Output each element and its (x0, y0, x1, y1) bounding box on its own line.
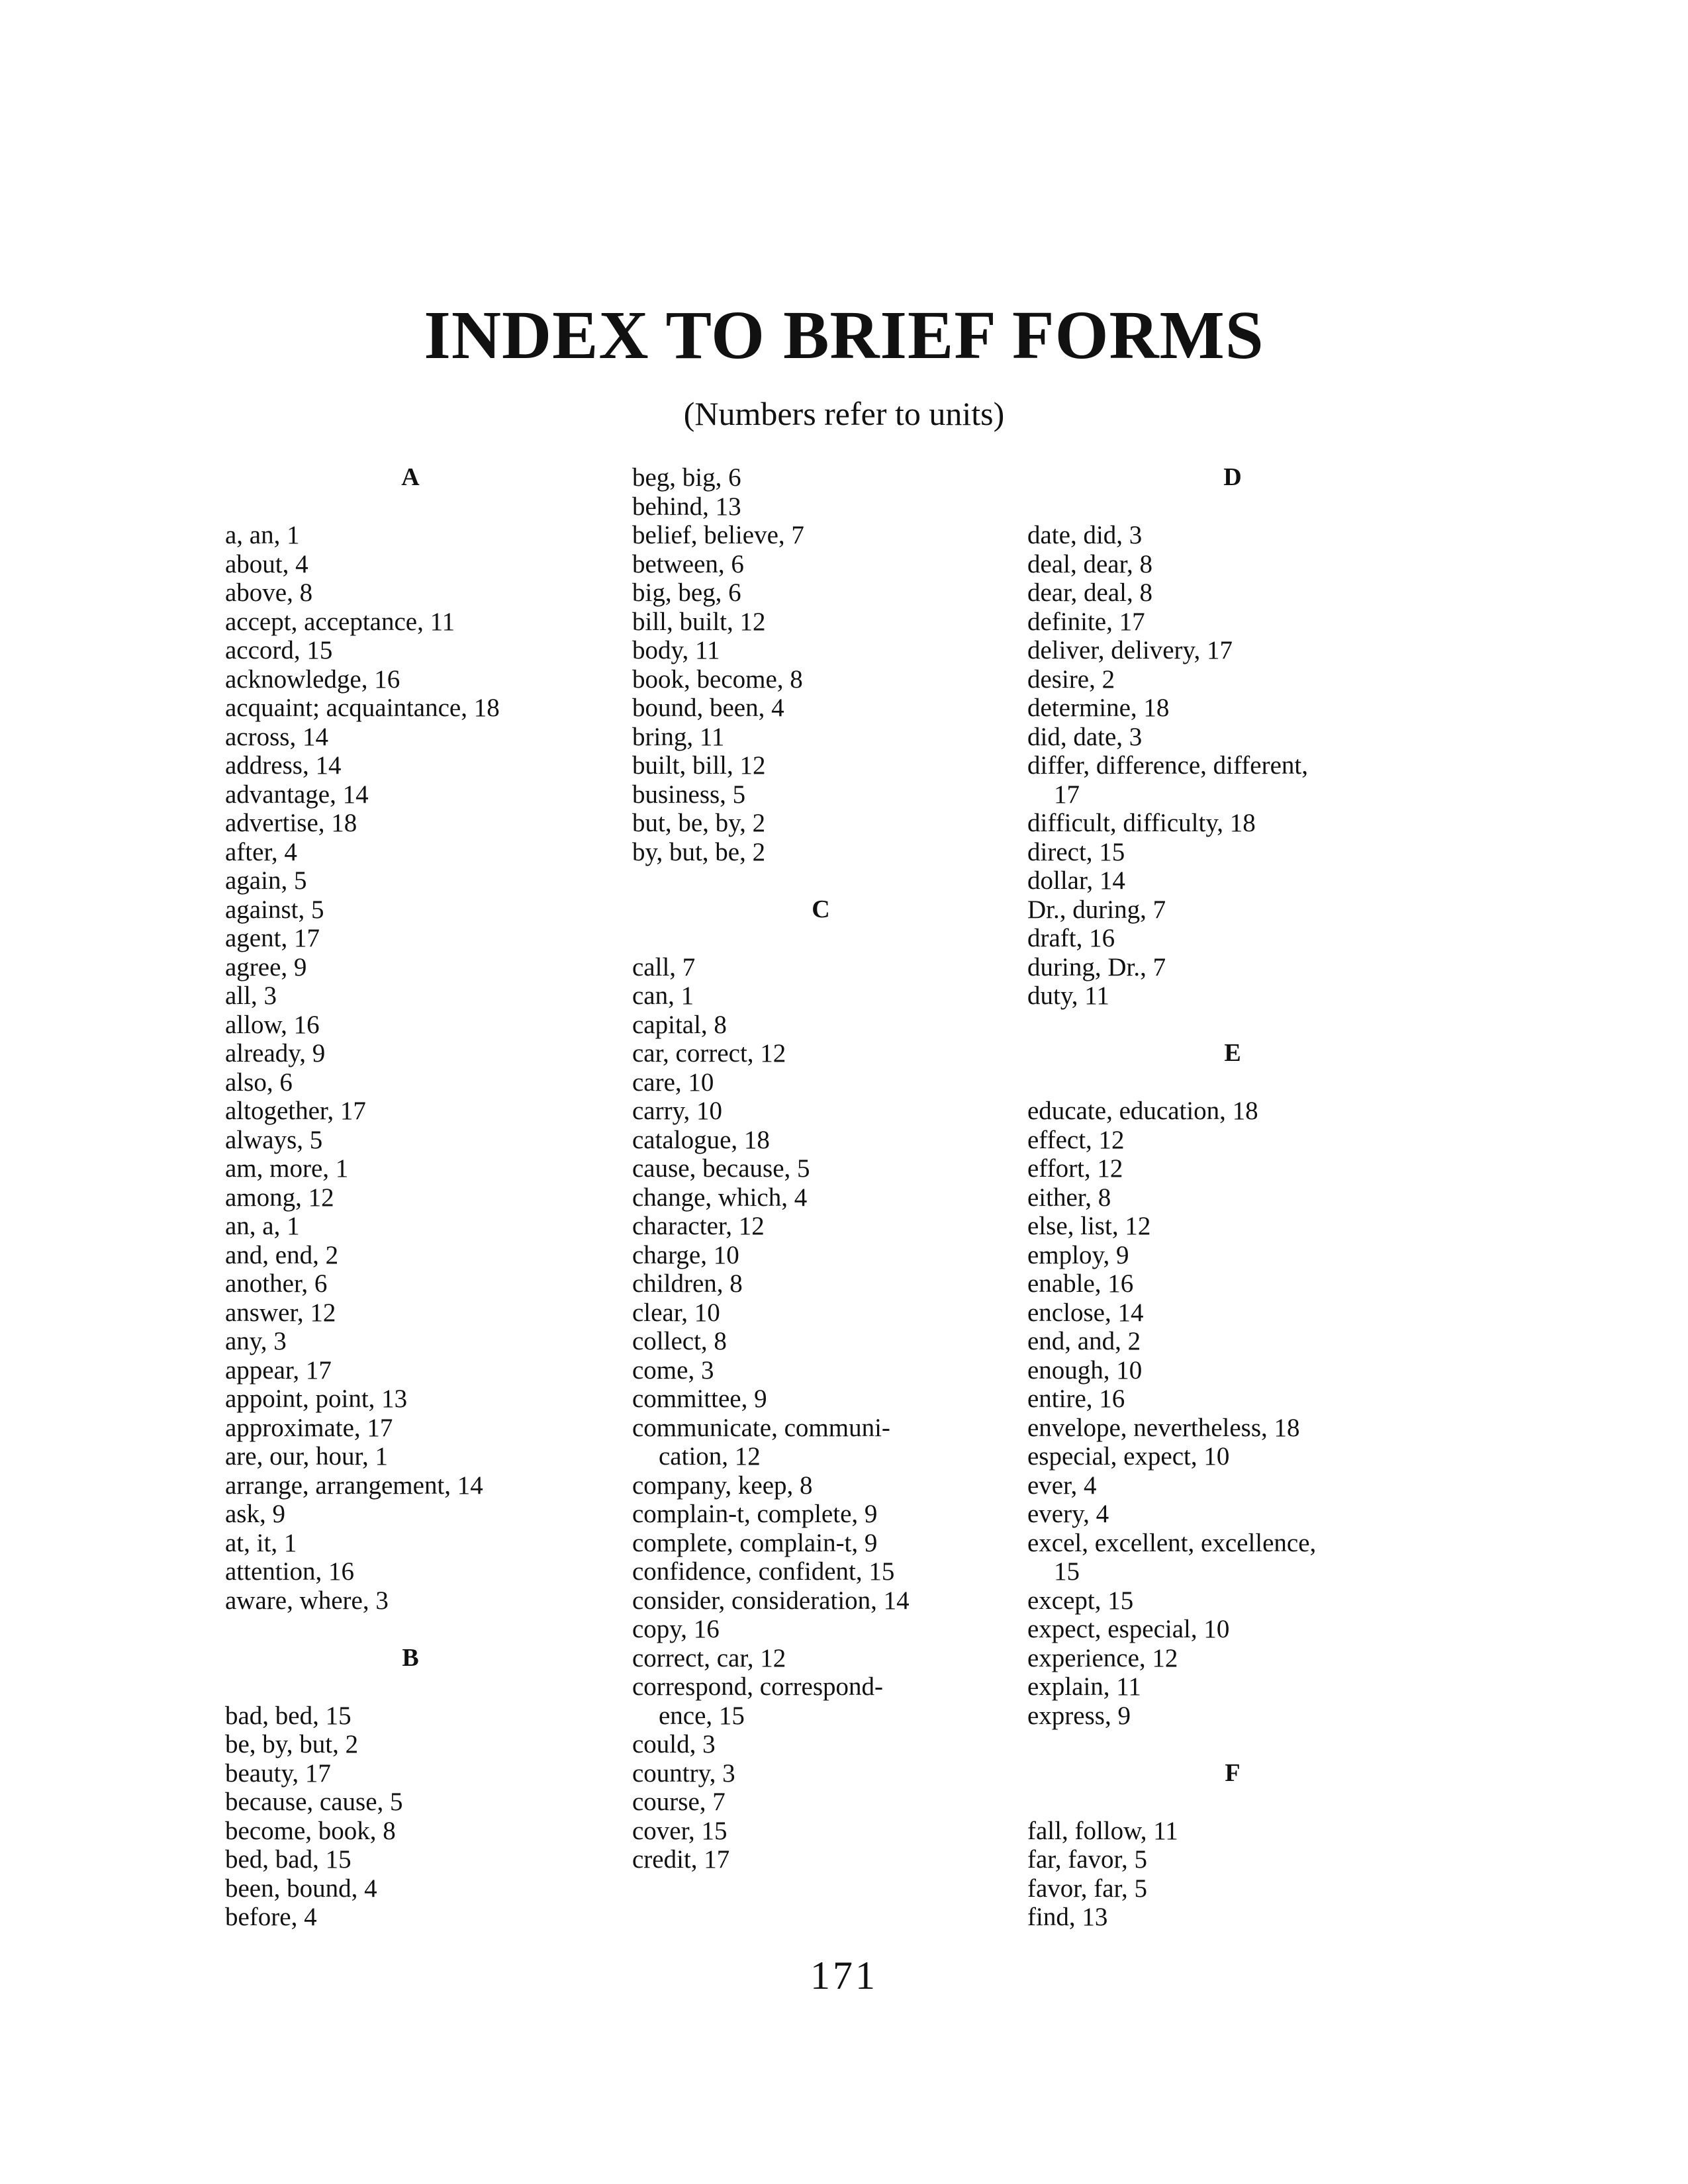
index-entry: between, 6 (632, 549, 744, 578)
index-entry: duty, 11 (1027, 981, 1109, 1010)
index-entry: dear, deal, 8 (1027, 578, 1153, 607)
index-entry: character, 12 (632, 1212, 765, 1240)
index-entry: end, and, 2 (1027, 1327, 1141, 1355)
index-entry: differ, difference, different, (1027, 751, 1308, 780)
index-entry: allow, 16 (225, 1010, 320, 1039)
index-entry: been, bound, 4 (225, 1874, 377, 1903)
index-entry: country, 3 (632, 1758, 735, 1788)
index-entry: collect, 8 (632, 1327, 727, 1355)
index-entry: carry, 10 (632, 1097, 723, 1125)
index-entry: favor, far, 5 (1027, 1874, 1147, 1903)
index-entry: appear, 17 (225, 1355, 332, 1385)
spacer (225, 492, 596, 522)
index-entry: big, beg, 6 (632, 578, 741, 607)
index-entry: else, list, 12 (1027, 1212, 1151, 1240)
section-letter: D (1223, 463, 1242, 491)
spacer (1027, 492, 1438, 522)
index-entry: can, 1 (632, 981, 694, 1010)
index-entry: aware, where, 3 (225, 1586, 389, 1615)
index-entry: charge, 10 (632, 1240, 739, 1269)
section-letter: F (1225, 1758, 1241, 1787)
index-entry: complete, complain-t, 9 (632, 1528, 878, 1557)
section-letter: E (1224, 1039, 1241, 1067)
index-entry: acknowledge, 16 (225, 664, 400, 694)
index-entry: excel, excellent, excellence, (1027, 1528, 1317, 1557)
index-entry: effort, 12 (1027, 1154, 1123, 1183)
index-entry: address, 14 (225, 751, 342, 780)
spacer (1027, 1068, 1438, 1097)
index-entry: bring, 11 (632, 722, 725, 751)
index-entry: copy, 16 (632, 1615, 720, 1643)
index-entry: cause, because, 5 (632, 1154, 810, 1183)
index-entry: answer, 12 (225, 1298, 336, 1327)
index-entry: far, favor, 5 (1027, 1845, 1147, 1874)
index-entry: another, 6 (225, 1269, 328, 1298)
index-entry: across, 14 (225, 722, 328, 751)
index-entry: enclose, 14 (1027, 1298, 1144, 1327)
section-letter: C (812, 895, 830, 923)
index-entry: business, 5 (632, 780, 746, 809)
index-entry: accept, acceptance, 11 (225, 607, 455, 636)
spacer (225, 1672, 596, 1702)
index-entry: ever, 4 (1027, 1471, 1097, 1500)
index-entry: correct, car, 12 (632, 1643, 786, 1672)
index-entry: belief, believe, 7 (632, 521, 804, 549)
index-entry: car, correct, 12 (632, 1039, 786, 1068)
index-entry: and, end, 2 (225, 1240, 339, 1269)
index-entry: agent, 17 (225, 924, 320, 952)
index-entry: also, 6 (225, 1068, 293, 1097)
section-letter: B (402, 1643, 419, 1672)
index-entry: direct, 15 (1027, 837, 1125, 866)
index-entry: by, but, be, 2 (632, 837, 766, 866)
index-entry: bad, bed, 15 (225, 1701, 352, 1730)
index-entry: entire, 16 (1027, 1385, 1125, 1413)
index-entry: attention, 16 (225, 1557, 354, 1586)
spacer (1027, 1730, 1438, 1759)
index-entry: body, 11 (632, 636, 720, 664)
index-entry: date, did, 3 (1027, 521, 1143, 549)
index-entry-continuation: 17 (1054, 780, 1080, 809)
index-entry: did, date, 3 (1027, 722, 1143, 751)
page-subtitle: (Numbers refer to units) (683, 395, 1005, 432)
index-entry: a, an, 1 (225, 521, 300, 549)
index-entry: altogether, 17 (225, 1097, 366, 1125)
index-entry: built, bill, 12 (632, 751, 766, 780)
index-entry: determine, 18 (1027, 694, 1170, 722)
index-entry-continuation: cation, 12 (659, 1442, 761, 1471)
index-entry: find, 13 (1027, 1903, 1108, 1931)
index-entry: acquaint; acquaintance, 18 (225, 694, 500, 722)
index-entry: educate, education, 18 (1027, 1097, 1258, 1125)
spacer (632, 866, 1009, 895)
index-entry: ask, 9 (225, 1500, 285, 1528)
index-entry: an, a, 1 (225, 1212, 300, 1240)
index-entry: course, 7 (632, 1788, 726, 1816)
index-entry: about, 4 (225, 549, 308, 578)
index-entry: correspond, correspond- (632, 1672, 884, 1701)
page-number: 171 (810, 1954, 878, 1997)
index-entry: clear, 10 (632, 1298, 720, 1327)
index-entry: beauty, 17 (225, 1758, 331, 1788)
index-entry: against, 5 (225, 895, 324, 924)
index-entry: Dr., during, 7 (1027, 895, 1166, 924)
spacer (632, 924, 1009, 953)
index-entry: explain, 11 (1027, 1672, 1141, 1701)
index-entry: all, 3 (225, 981, 277, 1010)
index-entry-continuation: 15 (1054, 1557, 1080, 1586)
index-entry: especial, expect, 10 (1027, 1442, 1230, 1471)
index-entry: desire, 2 (1027, 664, 1115, 694)
index-entry: accord, 15 (225, 636, 333, 664)
index-entry: draft, 16 (1027, 924, 1115, 952)
spacer (225, 1615, 596, 1644)
index-entry: at, it, 1 (225, 1528, 297, 1557)
index-entry: before, 4 (225, 1903, 317, 1931)
index-entry: advantage, 14 (225, 780, 369, 809)
index-entry: any, 3 (225, 1327, 287, 1355)
index-entry: always, 5 (225, 1125, 323, 1154)
index-column-1 (225, 463, 596, 1932)
index-entry: bill, built, 12 (632, 607, 766, 636)
index-entry: except, 15 (1027, 1586, 1134, 1615)
index-entry: either, 8 (1027, 1183, 1111, 1212)
index-entry: cover, 15 (632, 1816, 727, 1845)
index-entry: again, 5 (225, 866, 307, 895)
section-letter: A (401, 463, 420, 491)
index-entry: employ, 9 (1027, 1240, 1129, 1269)
index-entry: above, 8 (225, 578, 313, 607)
spacer (1027, 1011, 1438, 1040)
index-entry: beg, big, 6 (632, 463, 741, 492)
index-column-2 (632, 463, 1009, 1874)
index-entry: effect, 12 (1027, 1125, 1125, 1154)
index-entry: consider, consideration, 14 (632, 1586, 910, 1615)
index-entry: could, 3 (632, 1730, 716, 1758)
index-entry: are, our, hour, 1 (225, 1442, 388, 1471)
index-entry: approximate, 17 (225, 1413, 393, 1442)
index-entry: care, 10 (632, 1068, 714, 1097)
index-entry: capital, 8 (632, 1010, 727, 1039)
page-title: INDEX TO BRIEF FORMS (424, 297, 1264, 373)
index-entry: company, keep, 8 (632, 1471, 813, 1500)
index-entry: confidence, confident, 15 (632, 1557, 895, 1586)
index-entry: agree, 9 (225, 952, 307, 981)
index-entry: definite, 17 (1027, 607, 1145, 636)
index-entry: enough, 10 (1027, 1355, 1143, 1385)
index-entry: but, be, by, 2 (632, 809, 766, 837)
index-entry: dollar, 14 (1027, 866, 1125, 895)
index-entry: difficult, difficulty, 18 (1027, 809, 1256, 837)
index-entry: children, 8 (632, 1269, 743, 1298)
index-entry: enable, 16 (1027, 1269, 1134, 1298)
index-entry: behind, 13 (632, 492, 741, 521)
index-entry: bound, been, 4 (632, 694, 784, 722)
index-entry: am, more, 1 (225, 1154, 349, 1183)
index-entry: bed, bad, 15 (225, 1845, 352, 1874)
spacer (1027, 1788, 1438, 1817)
index-entry: advertise, 18 (225, 809, 357, 837)
index-entry: book, become, 8 (632, 664, 803, 694)
index-entry: credit, 17 (632, 1845, 730, 1874)
index-entry: change, which, 4 (632, 1183, 808, 1212)
index-entry: committee, 9 (632, 1385, 767, 1413)
index-column-3 (1027, 463, 1438, 1932)
index-entry: come, 3 (632, 1355, 714, 1385)
index-entry: become, book, 8 (225, 1816, 396, 1845)
index-entry: fall, follow, 11 (1027, 1816, 1178, 1845)
index-entry: call, 7 (632, 952, 696, 981)
index-entry: during, Dr., 7 (1027, 952, 1166, 981)
index-entry: catalogue, 18 (632, 1125, 770, 1154)
index-entry: among, 12 (225, 1183, 334, 1212)
index-entry: be, by, but, 2 (225, 1730, 359, 1758)
index-entry: because, cause, 5 (225, 1788, 403, 1816)
index-entry: express, 9 (1027, 1701, 1131, 1730)
index-entry-continuation: ence, 15 (659, 1701, 745, 1730)
index-entry: after, 4 (225, 837, 297, 866)
index-entry: every, 4 (1027, 1500, 1109, 1528)
index-entry: deliver, delivery, 17 (1027, 636, 1233, 664)
index-entry: already, 9 (225, 1039, 326, 1068)
index-entry: experience, 12 (1027, 1643, 1178, 1672)
index-entry: communicate, communi- (632, 1413, 890, 1442)
index-entry: arrange, arrangement, 14 (225, 1471, 483, 1500)
index-entry: envelope, nevertheless, 18 (1027, 1413, 1300, 1442)
index-entry: expect, especial, 10 (1027, 1615, 1230, 1643)
index-entry: appoint, point, 13 (225, 1385, 408, 1413)
index-entry: deal, dear, 8 (1027, 549, 1153, 578)
index-entry: complain-t, complete, 9 (632, 1500, 878, 1528)
